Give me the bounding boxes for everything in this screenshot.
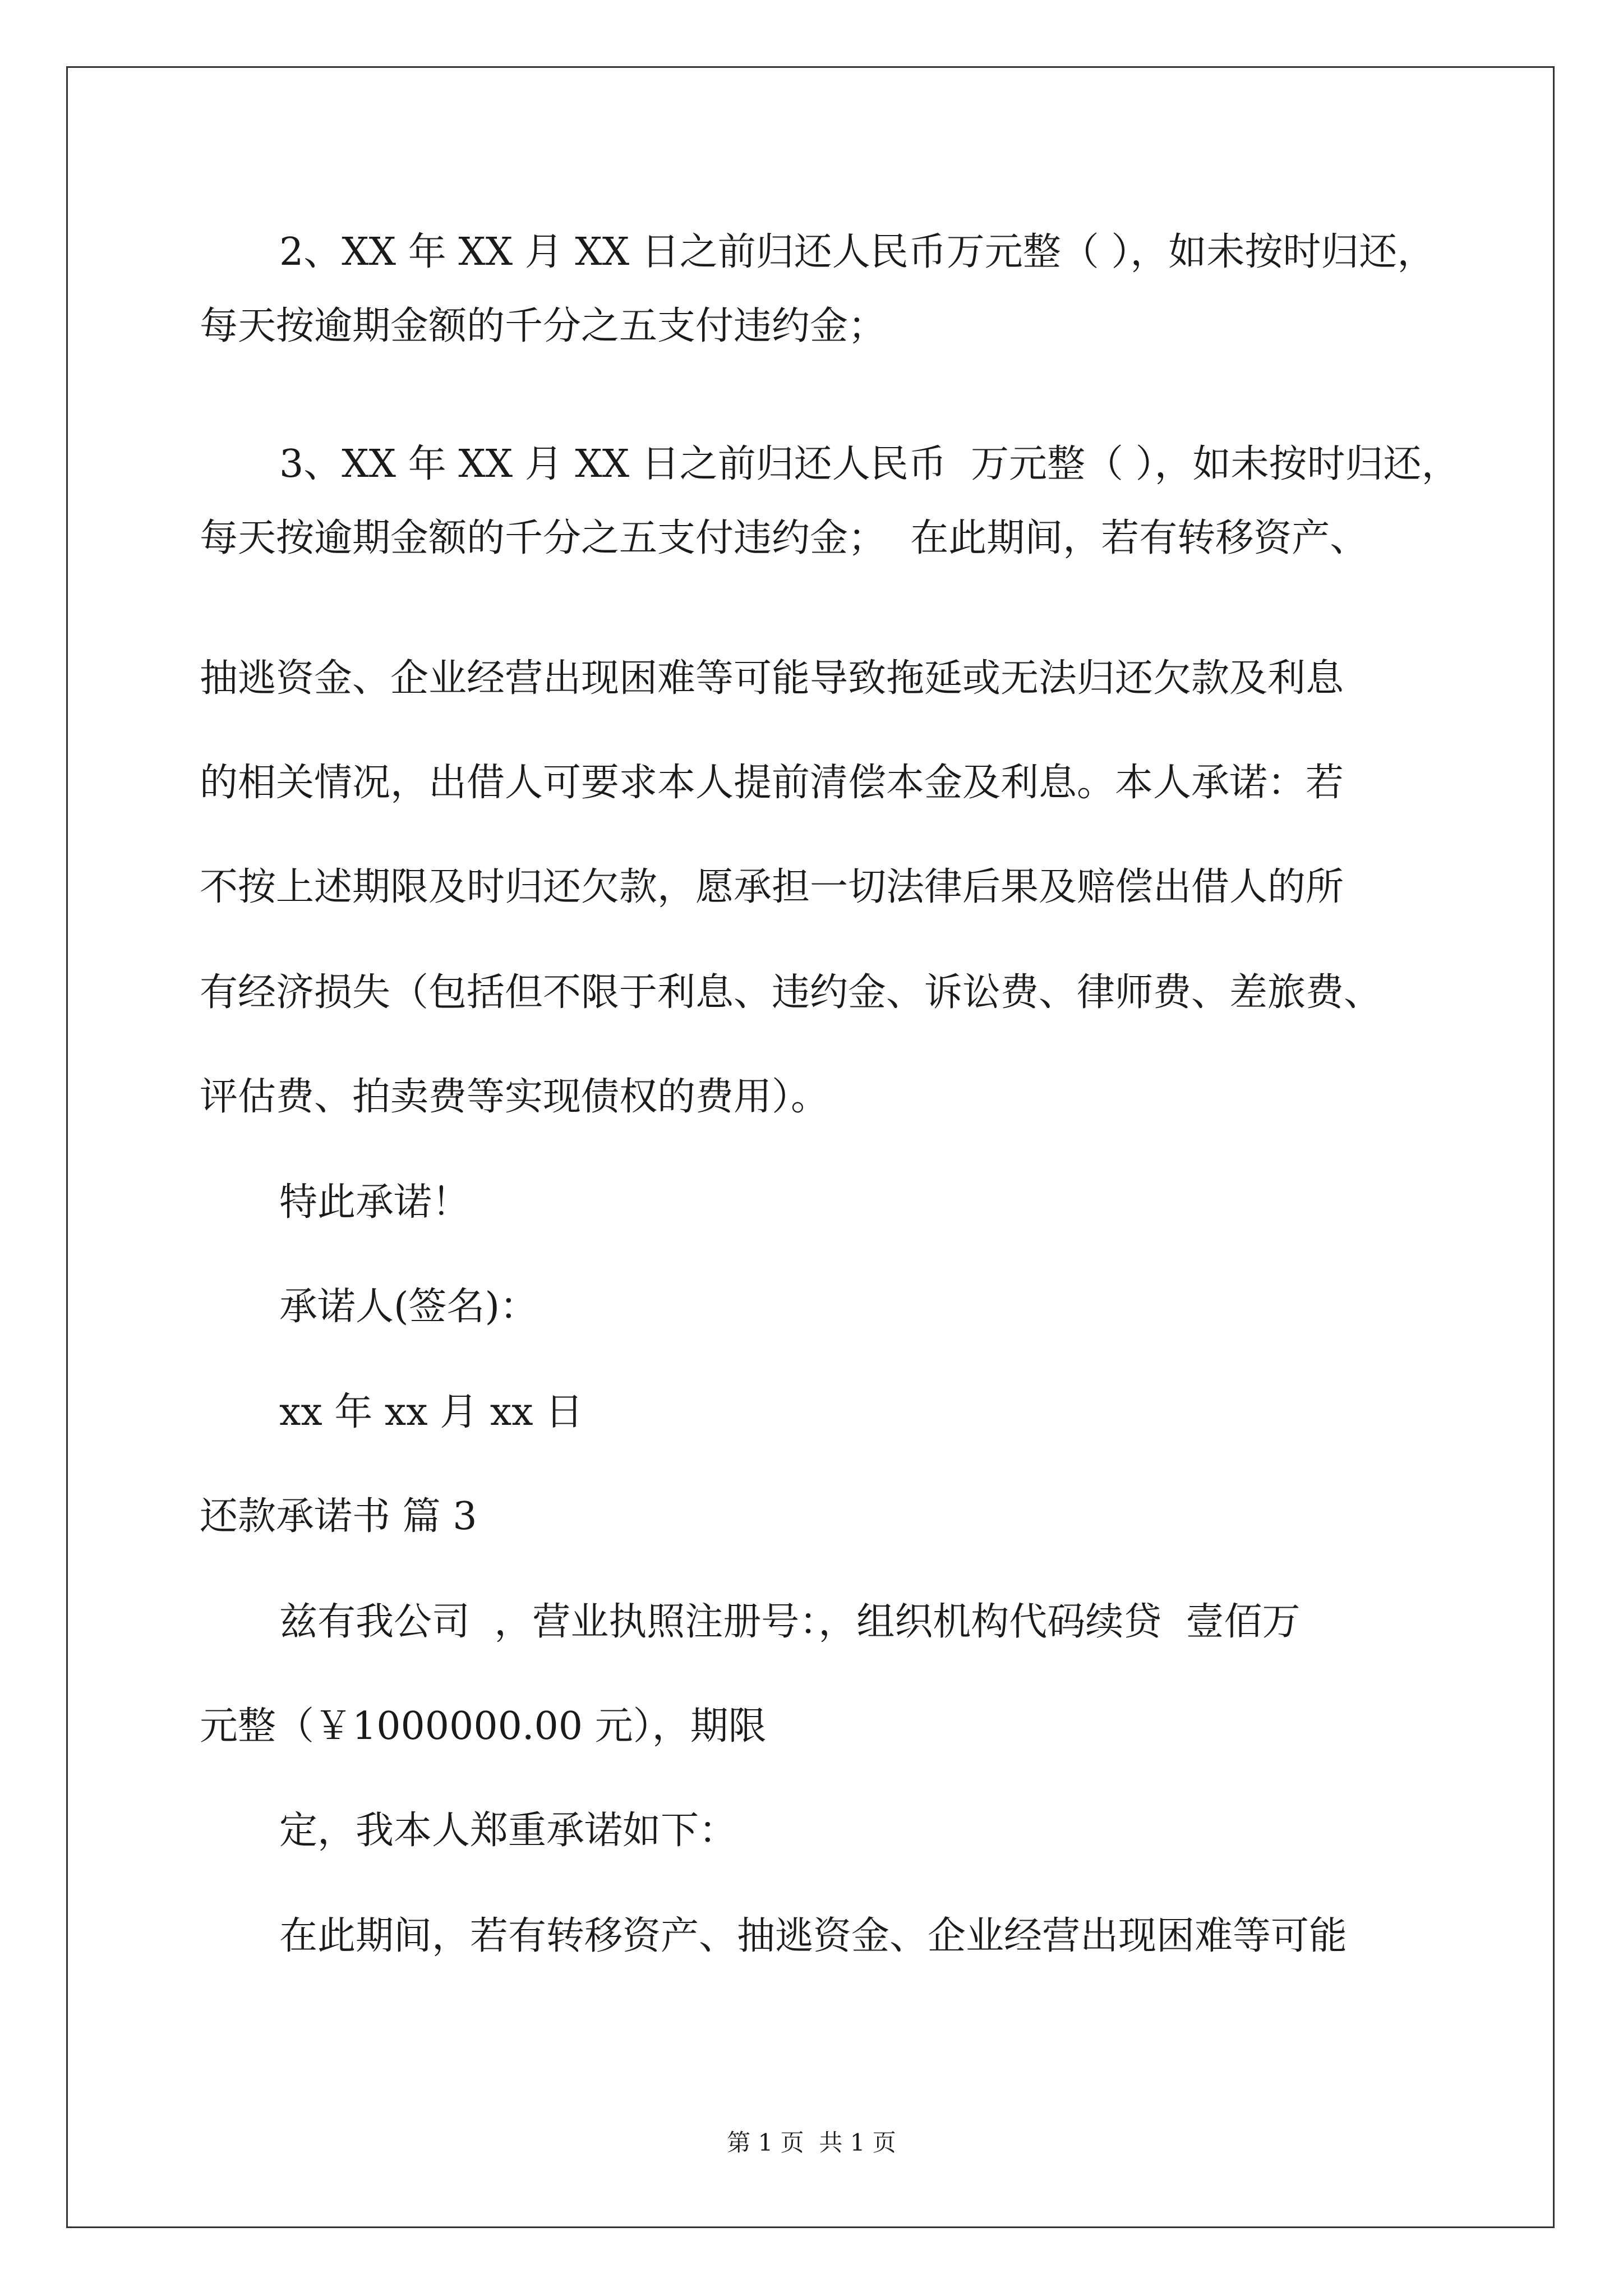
paragraph-item-3-line-1: 3、XX 年 XX 月 XX 日之前归还人民币 万元整（ ），如未按时归还， — [279, 442, 1460, 486]
paragraph-company-line-1: 兹有我公司 ，营业执照注册号：，组织机构代码续贷 壹佰万 — [279, 1600, 1301, 1644]
paragraph-company-line-2: 元整（￥1000000.00 元），期限 — [200, 1704, 767, 1749]
paragraph-item-3-line-4: 的相关情况，出借人可要求本人提前清偿本金及利息。本人承诺：若 — [200, 761, 1344, 805]
closing-statement: 特此承诺！ — [279, 1180, 471, 1225]
section-heading: 还款承诺书 篇 3 — [200, 1494, 477, 1539]
page-footer: 第 1 页 共 1 页 — [727, 2129, 896, 2156]
paragraph-item-3-line-2: 每天按逾期金额的千分之五支付违约金； 在此期间，若有转移资产、 — [200, 516, 1368, 560]
paragraph-item-2-line-1: 2、XX 年 XX 月 XX 日之前归还人民币万元整（ ），如未按时归还， — [279, 230, 1436, 274]
paragraph-item-2-line-2: 每天按逾期金额的千分之五支付违约金； — [200, 304, 887, 348]
page-border — [66, 66, 1555, 2228]
paragraph-pledge-line-1: 在此期间，若有转移资产、抽逃资金、企业经营出现困难等可能 — [279, 1914, 1348, 1958]
date-line: xx 年 xx 月 xx 日 — [279, 1390, 584, 1434]
paragraph-item-3-line-6: 有经济损失（包括但不限于利息、违约金、诉讼费、律师费、差旅费、 — [200, 970, 1382, 1015]
paragraph-item-3-line-5: 不按上述期限及时归还欠款，愿承担一切法律后果及赔偿出借人的所 — [200, 865, 1344, 909]
paragraph-item-3-line-7: 评估费、拍卖费等实现债权的费用）。 — [200, 1075, 829, 1119]
paragraph-pledge-intro: 定，我本人郑重承诺如下： — [279, 1809, 737, 1853]
paragraph-item-3-line-3: 抽逃资金、企业经营出现困难等可能导致拖延或无法归还欠款及利息 — [200, 656, 1344, 701]
signature-line: 承诺人(签名)： — [279, 1285, 538, 1329]
